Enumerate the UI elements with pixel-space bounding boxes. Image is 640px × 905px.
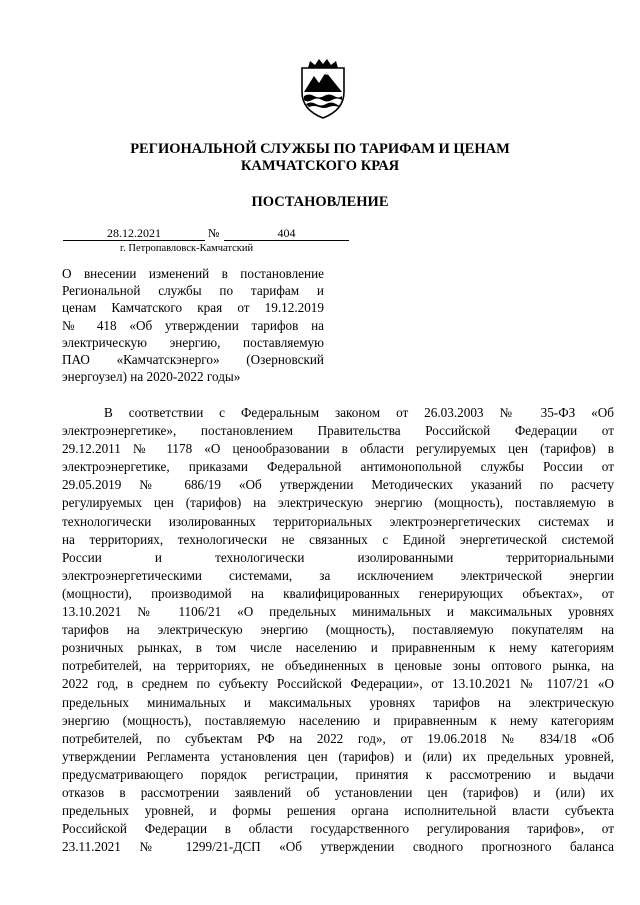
body-line: России и технологически изолированными территориальными	[62, 549, 614, 565]
body-line: 13.10.2021 № 1106/21 «О предельных минимальных и максимальных уровнях	[62, 604, 614, 620]
subject-line: энергоузел) на 2020-2022 годы»	[62, 369, 241, 385]
body-line: В соответствии с Федеральным законом от 26.03.2003 № 35-ФЗ «Об	[104, 405, 614, 420]
document-city: г. Петропавловск-Камчатский	[120, 243, 254, 254]
coat-of-arms-icon	[298, 58, 348, 120]
document-date: 28.12.2021	[63, 226, 205, 241]
body-line: предусматривающего порядок регистрации, принятия к рассмотрению и выдачи	[62, 766, 614, 782]
body-line: электроэнергетике, приказами Федеральной антимонопольной службы России от	[62, 459, 614, 475]
body-line: предельных уровней, и формы решения органа исполнительной власти субъекта	[62, 803, 614, 819]
document-subject	[62, 265, 324, 385]
document-type: ПОСТАНОВЛЕНИЕ	[251, 194, 389, 210]
authority-region: КАМЧАТСКОГО КРАЯ	[240, 158, 400, 174]
body-line: 29.05.2019 № 686/19 «Об утверждении Методических указаний по расчету	[62, 477, 614, 493]
body-line: розничных рынках, в том числе населению и приравненным к нему категориям	[62, 640, 614, 656]
body-line: регулируемых цен (тарифов) на электрическую энергию (мощность), поставляемую в	[62, 495, 614, 511]
body-line: на территориях, технологически не связанных с Единой энергетической системой	[62, 531, 614, 547]
subject-line: № 418 «Об утверждении тарифов на	[62, 317, 324, 333]
body-line: отказов в рассмотрении заявлений об установлении цен (тарифов) и (или) их	[62, 784, 614, 800]
body-line: энергию (мощность), поставляемую населению и приравненным к нему категориям	[62, 712, 614, 728]
body-line: тарифов на электрическую энергию (мощность), поставляемую покупателям на	[62, 622, 614, 638]
body-line: 23.11.2021 № 1299/21-ДСП «Об утверждении сводного прогнозного баланса	[62, 839, 614, 855]
subject-line: О внесении изменений в постановление	[62, 266, 324, 281]
subject-line: электрическую энергию, поставляемую	[62, 334, 324, 350]
subject-line: ПАО «Камчатскэнерго» (Озерновский	[62, 351, 324, 367]
body-line: потребителей, на территориях, не объединенных в ценовые зоны оптового рынка, на	[62, 658, 614, 674]
body-line: электроэнергетическими системами, за исключением электрической энергии	[62, 567, 614, 583]
number-sign: №	[208, 226, 220, 240]
body-line: технологически изолированных территориальных электроэнергетических системах и	[62, 513, 614, 529]
body-line: предельных минимальных и максимальных уровнях тарифов на электрическую	[62, 694, 614, 710]
document-number: 404	[224, 226, 349, 241]
body-line: потребителей, по субъектам РФ на 2022 год», от 19.06.2018 № 834/18 «Об	[62, 730, 614, 746]
body-line: утверждении Регламента установления цен (тарифов) и (или) их предельных уровней,	[62, 748, 614, 764]
body-line: электроэнергетике», постановлением Правительства Российской Федерации от	[62, 423, 614, 439]
body-line: 29.12.2011 № 1178 «О ценообразовании в области регулируемых цен (тарифов) в	[62, 441, 614, 457]
body-line: 2022 год, в среднем по субъекту Российской Федерации», от 13.10.2021 № 1107/21 «О	[62, 676, 614, 692]
body-line: (мощности), производимой на квалифицированных генерирующих объектах», от	[62, 585, 614, 601]
body-line: Российской Федерации в области государственного регулирования тарифов», от	[62, 821, 614, 837]
subject-line: Региональной службы по тарифам и	[62, 283, 324, 299]
subject-line: ценам Камчатского края от 19.12.2019	[62, 300, 324, 316]
authority-title: РЕГИОНАЛЬНОЙ СЛУЖБЫ ПО ТАРИФАМ И ЦЕНАМ	[130, 141, 510, 157]
document-body	[62, 404, 614, 856]
